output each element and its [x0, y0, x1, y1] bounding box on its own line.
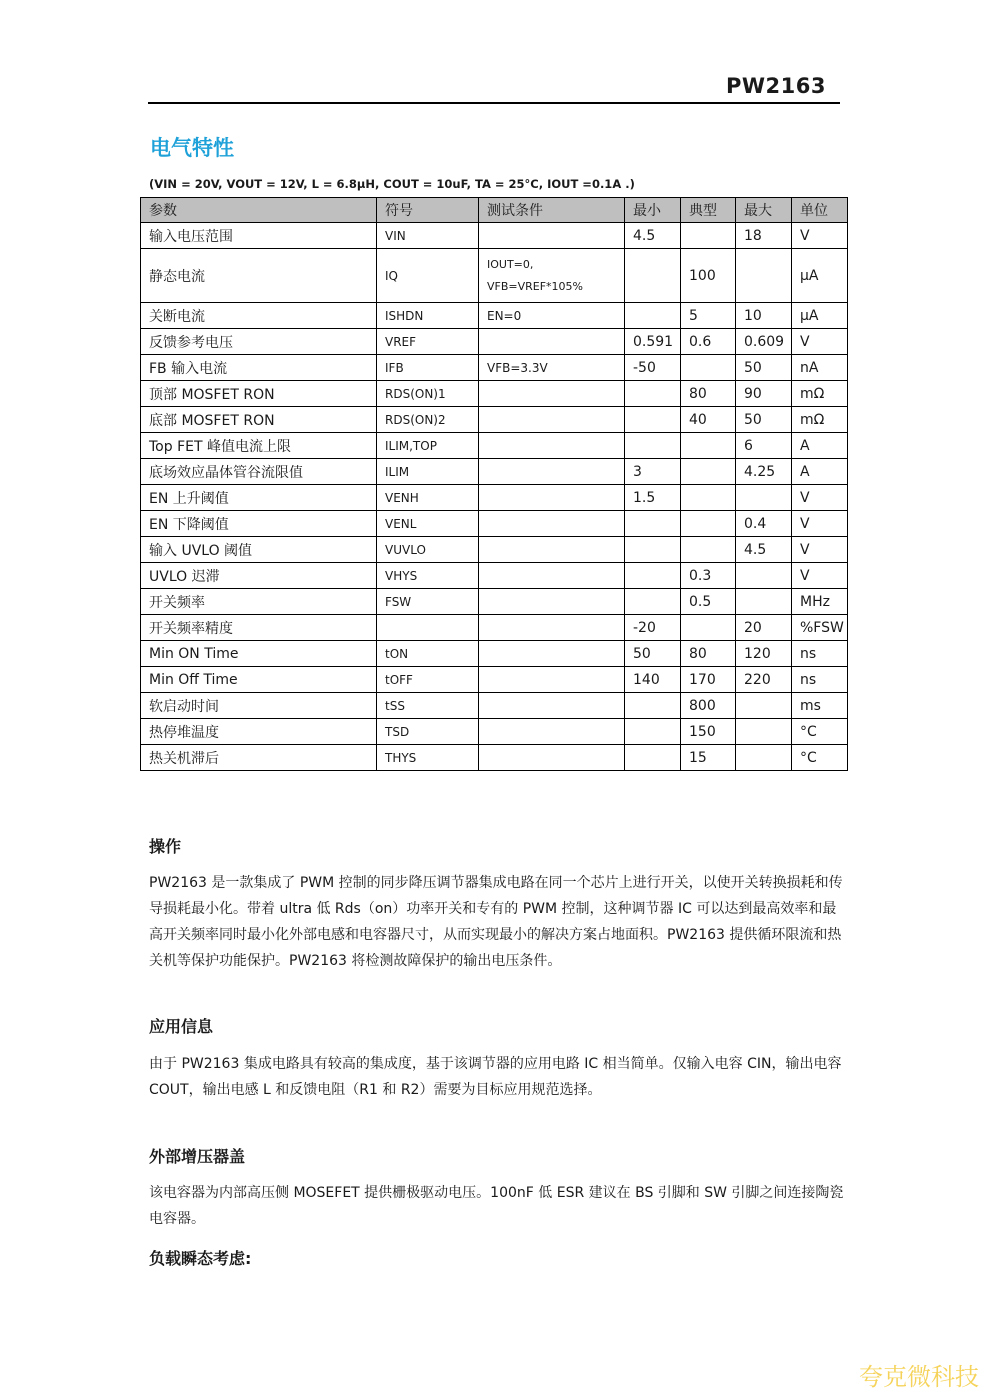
table-cell-param: 输入电压范围 — [141, 223, 377, 249]
table-cell-unit: V — [792, 485, 848, 511]
table-cell-param: Min Off Time — [141, 667, 377, 693]
table-cell-max: 4.5 — [736, 537, 792, 563]
table-cell-typ: 100 — [681, 249, 736, 303]
table-cell-max: 0.4 — [736, 511, 792, 537]
table-cell-param: Top FET 峰值电流上限 — [141, 433, 377, 459]
table-cell-min: 0.591 — [625, 329, 681, 355]
table-cell-min — [625, 563, 681, 589]
table-header-row — [141, 198, 848, 223]
table-cell-max: 18 — [736, 223, 792, 249]
table-cell-min: 4.5 — [625, 223, 681, 249]
table-cell-param: Min ON Time — [141, 641, 377, 667]
table-cell-max: 6 — [736, 433, 792, 459]
table-cell-cond — [479, 511, 625, 537]
table-cell-sym: ILIM,TOP — [377, 433, 479, 459]
table-cell-typ: 150 — [681, 719, 736, 745]
table-cell-cond — [479, 615, 625, 641]
table-cell-max — [736, 719, 792, 745]
table-cell-max — [736, 745, 792, 771]
table-cell-sym: tOFF — [377, 667, 479, 693]
table-cell-typ: 0.6 — [681, 329, 736, 355]
column-header: 单位 — [792, 198, 848, 223]
table-row — [141, 407, 848, 433]
table-cell-sym: VENH — [377, 485, 479, 511]
table-row — [141, 511, 848, 537]
table-cell-cond — [479, 381, 625, 407]
condition-line: IOUT=0, — [487, 257, 534, 271]
table-row — [141, 249, 848, 303]
table-cell-param: FB 输入电流 — [141, 355, 377, 381]
table-cell-cond — [479, 223, 625, 249]
table-cell-param: 顶部 MOSFET RON — [141, 381, 377, 407]
table-cell-param: 热停堆温度 — [141, 719, 377, 745]
table-row — [141, 329, 848, 355]
table-cell-unit: μA — [792, 303, 848, 329]
table-cell-sym — [377, 615, 479, 641]
table-cell-param: EN 上升阈值 — [141, 485, 377, 511]
table-cell-sym: VIN — [377, 223, 479, 249]
table-cell-param: 热关机滞后 — [141, 745, 377, 771]
bootstrap-paragraph: 该电容器为内部高压侧 MOSEFET 提供栅极驱动电压。100nF 低 ESR 建议在 BS 引脚和 SW 引脚之间连接陶瓷电容器。 — [149, 1185, 844, 1227]
table-cell-param: 静态电流 — [141, 249, 377, 303]
table-cell-cond: VFB=3.3V — [479, 355, 625, 381]
table-row — [141, 615, 848, 641]
column-header: 典型 — [681, 198, 736, 223]
table-cell-unit: V — [792, 329, 848, 355]
table-cell-sym: VREF — [377, 329, 479, 355]
table-cell-sym: RDS(ON)1 — [377, 381, 479, 407]
table-cell-unit: MHz — [792, 589, 848, 615]
table-cell-sym: tSS — [377, 693, 479, 719]
operation-paragraph: PW2163 是一款集成了 PWM 控制的同步降压调节器集成电路在同一个芯片上进行开关，以使开关转换损耗和传导损耗最小化。带着 ultra 低 Rds（on）功率开关和专有的 PWM 控制，这种调节器 IC 可以达到最高效率和最高开关频率同时最小化外部电感和电容器尺寸，从而实现最小的解决方案占地面积。PW2163 提供循环限流和热关机等保护功能保护。PW2163 将检测故障保护的输出电压条件。 — [149, 875, 843, 969]
table-cell-max: 4.25 — [736, 459, 792, 485]
table-cell-cond — [479, 459, 625, 485]
table-cell-sym: VHYS — [377, 563, 479, 589]
table-cell-min — [625, 589, 681, 615]
table-cell-cond — [479, 433, 625, 459]
table-cell-max: 50 — [736, 355, 792, 381]
table-row — [141, 485, 848, 511]
table-cell-typ — [681, 459, 736, 485]
table-cell-min — [625, 693, 681, 719]
table-cell-unit: °C — [792, 719, 848, 745]
application-heading: 应用信息 — [149, 1017, 214, 1036]
table-cell-sym: IQ — [377, 249, 479, 303]
table-cell-cond — [479, 641, 625, 667]
table-cell-unit: V — [792, 223, 848, 249]
table-cell-min: 1.5 — [625, 485, 681, 511]
table-row — [141, 223, 848, 249]
table-cell-min: 140 — [625, 667, 681, 693]
table-cell-typ: 40 — [681, 407, 736, 433]
bootstrap-heading: 外部增压器盖 — [149, 1147, 246, 1166]
application-paragraph: 由于 PW2163 集成电路具有较高的集成度，基于该调节器的应用电路 IC 相当简单。仅输入电容 CIN，输出电容 COUT，输出电感 L 和反馈电阻（R1 和 R2）需要为目标应用规范选择。 — [149, 1056, 842, 1098]
table-cell-unit: nA — [792, 355, 848, 381]
table-cell-min — [625, 407, 681, 433]
table-cell-typ — [681, 433, 736, 459]
table-cell-param: 输入 UVLO 阈值 — [141, 537, 377, 563]
table-cell-sym: IFB — [377, 355, 479, 381]
table-cell-cond — [479, 485, 625, 511]
load-transient-heading: 负载瞬态考虑: — [149, 1249, 252, 1268]
table-row — [141, 433, 848, 459]
table-cell-min — [625, 381, 681, 407]
table-row — [141, 745, 848, 771]
table-cell-typ: 5 — [681, 303, 736, 329]
table-cell-unit: V — [792, 537, 848, 563]
table-row — [141, 667, 848, 693]
table-cell-max — [736, 249, 792, 303]
table-cell-unit: μA — [792, 249, 848, 303]
table-cell-typ — [681, 511, 736, 537]
table-cell-param: 开关频率精度 — [141, 615, 377, 641]
column-header: 最小 — [625, 198, 681, 223]
table-row — [141, 303, 848, 329]
header-rule — [148, 102, 840, 104]
table-cell-cond — [479, 537, 625, 563]
document-title: PW2163 — [726, 74, 827, 98]
table-cell-typ: 0.3 — [681, 563, 736, 589]
column-header: 测试条件 — [479, 198, 625, 223]
table-cell-typ: 80 — [681, 641, 736, 667]
table-row — [141, 459, 848, 485]
table-cell-max: 50 — [736, 407, 792, 433]
operation-heading: 操作 — [149, 837, 182, 856]
table-cell-max — [736, 485, 792, 511]
table-cell-typ: 170 — [681, 667, 736, 693]
table-cell-cond: EN=0 — [479, 303, 625, 329]
table-cell-param: EN 下降阈值 — [141, 511, 377, 537]
table-cell-typ: 80 — [681, 381, 736, 407]
table-cell-param: 反馈参考电压 — [141, 329, 377, 355]
table-cell-min: -20 — [625, 615, 681, 641]
table-cell-unit: ms — [792, 693, 848, 719]
table-cell-min — [625, 303, 681, 329]
table-cell-sym: ISHDN — [377, 303, 479, 329]
table-cell-typ — [681, 223, 736, 249]
table-cell-max: 220 — [736, 667, 792, 693]
table-cell-cond — [479, 745, 625, 771]
column-header: 符号 — [377, 198, 479, 223]
table-cell-max: 0.609 — [736, 329, 792, 355]
table-cell-max: 120 — [736, 641, 792, 667]
column-header: 最大 — [736, 198, 792, 223]
table-cell-cond — [479, 407, 625, 433]
table-cell-min: 3 — [625, 459, 681, 485]
table-cell-min: -50 — [625, 355, 681, 381]
test-conditions: (VIN = 20V, VOUT = 12V, L = 6.8μH, COUT = 10uF, TA = 25°C, IOUT =0.1A .) — [149, 177, 635, 191]
table-cell-max: 90 — [736, 381, 792, 407]
table-cell-cond — [479, 693, 625, 719]
table-cell-min — [625, 511, 681, 537]
electrical-characteristics-table — [140, 197, 848, 771]
column-header: 参数 — [141, 198, 377, 223]
table-cell-unit: V — [792, 511, 848, 537]
table-cell-unit: A — [792, 433, 848, 459]
table-cell-min — [625, 249, 681, 303]
table-cell-min — [625, 719, 681, 745]
table-cell-unit: %FSW — [792, 615, 848, 641]
table-cell-max: 10 — [736, 303, 792, 329]
table-cell-cond — [479, 719, 625, 745]
table-row — [141, 537, 848, 563]
table-cell-unit: A — [792, 459, 848, 485]
table-cell-unit: V — [792, 563, 848, 589]
table-cell-sym: RDS(ON)2 — [377, 407, 479, 433]
table-cell-param: 底场效应晶体管谷流限值 — [141, 459, 377, 485]
table-cell-sym: FSW — [377, 589, 479, 615]
table-cell-cond — [479, 563, 625, 589]
table-cell-max — [736, 693, 792, 719]
table-cell-param: 关断电流 — [141, 303, 377, 329]
table-cell-min — [625, 537, 681, 563]
table-row — [141, 641, 848, 667]
table-cell-unit: ns — [792, 667, 848, 693]
table-cell-cond — [479, 329, 625, 355]
table-cell-param: 底部 MOSFET RON — [141, 407, 377, 433]
table-cell-sym: VUVLO — [377, 537, 479, 563]
table-cell-max — [736, 563, 792, 589]
table-row — [141, 693, 848, 719]
table-cell-cond — [479, 589, 625, 615]
table-cell-min — [625, 433, 681, 459]
table-cell-typ: 800 — [681, 693, 736, 719]
watermark: 夸克微科技 — [859, 1363, 979, 1391]
table-cell-unit: °C — [792, 745, 848, 771]
table-row — [141, 381, 848, 407]
table-cell-typ — [681, 537, 736, 563]
table-cell-typ — [681, 485, 736, 511]
table-cell-sym: ILIM — [377, 459, 479, 485]
table-cell-unit: mΩ — [792, 381, 848, 407]
table-cell-min: 50 — [625, 641, 681, 667]
table-row — [141, 355, 848, 381]
table-cell-sym: THYS — [377, 745, 479, 771]
section-title: 电气特性 — [150, 136, 234, 160]
table-cell-cond — [479, 249, 625, 303]
table-cell-sym: VENL — [377, 511, 479, 537]
table-cell-unit: mΩ — [792, 407, 848, 433]
table-cell-typ — [681, 355, 736, 381]
table-row — [141, 589, 848, 615]
table-cell-unit: ns — [792, 641, 848, 667]
table-row — [141, 563, 848, 589]
table-cell-typ: 0.5 — [681, 589, 736, 615]
table-cell-max — [736, 589, 792, 615]
table-cell-param: UVLO 迟滞 — [141, 563, 377, 589]
table-cell-max: 20 — [736, 615, 792, 641]
condition-line: VFB=VREF*105% — [487, 279, 584, 293]
table-cell-cond — [479, 667, 625, 693]
table-cell-typ — [681, 615, 736, 641]
table-cell-sym: tON — [377, 641, 479, 667]
table-cell-typ: 15 — [681, 745, 736, 771]
table-cell-min — [625, 745, 681, 771]
table-row — [141, 719, 848, 745]
table-cell-param: 软启动时间 — [141, 693, 377, 719]
table-cell-sym: TSD — [377, 719, 479, 745]
table-cell-param: 开关频率 — [141, 589, 377, 615]
